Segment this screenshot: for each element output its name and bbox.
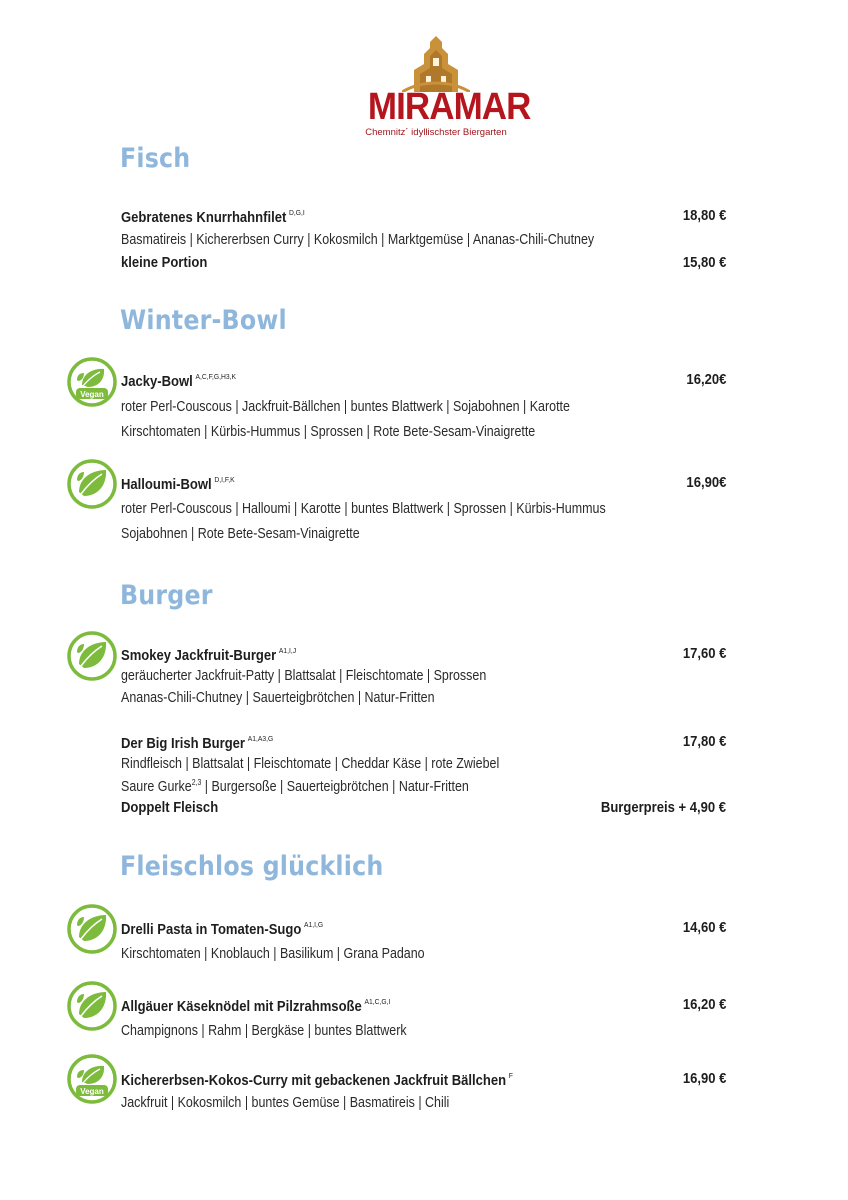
allergen-codes: D,G,I (289, 208, 305, 217)
vegetarian-leaf-icon (66, 980, 118, 1032)
extra-price: Burgerpreis + 4,90 € (600, 800, 726, 816)
dish-description: geräucherter Jackfruit-Patty | Blattsalat | Fleischtomate | Sprossen (121, 668, 487, 684)
vegetarian-leaf-icon (66, 458, 118, 510)
portion-price: 15,80 € (682, 255, 726, 271)
dish-name: Kichererbsen-Kokos-Curry mit gebackenen Jackfruit Bällchen $^F$ (121, 1071, 513, 1089)
allergen-codes: A,C,F,G,H3,K (195, 372, 237, 381)
section-heading-fisch: Fisch (120, 143, 191, 174)
allergen-codes: A1,A3,G (247, 734, 274, 743)
extra-option: Doppelt Fleisch (121, 800, 219, 816)
dish-description: roter Perl-Couscous | Jackfruit-Bällchen | buntes Blattwerk | Sojabohnen | Karotte (121, 399, 570, 415)
logo-tagline: Chemnitz´ idyllischster Biergarten (365, 127, 507, 138)
vegan-badge-icon (66, 1053, 118, 1105)
tower-emblem-icon (402, 36, 470, 92)
dish-description: Basmatireis | Kichererbsen Curry | Kokosmilch | Marktgemüse | Ananas-Chili-Chutney (121, 232, 595, 248)
dish-description: Saure Gurke$^{2,3}$ | Burgersoße | Sauerteigbrötchen | Natur-Fritten (121, 778, 469, 795)
dish-price: 17,80 € (682, 734, 726, 750)
dish-price: 18,80 € (682, 208, 726, 224)
dish-price: 16,90 € (682, 1071, 726, 1087)
miramar-logo (362, 36, 531, 140)
dish-description: roter Perl-Couscous | Halloumi | Karotte | buntes Blattwerk | Sprossen | Kürbis-Hummus (121, 501, 606, 517)
dish-description: Ananas-Chili-Chutney | Sauerteigbrötchen | Natur-Fritten (121, 690, 435, 706)
dish-name: Jacky-Bowl $^{A,C,F,G,H3,K}$ (121, 372, 237, 390)
portion-option: kleine Portion (121, 255, 208, 271)
svg-text:Vegan: Vegan (80, 390, 104, 399)
allergen-codes: A1,C,G,I (364, 997, 391, 1006)
dish-name: Gebratenes Knurrhahnfilet $^{D,G,I}$ (121, 208, 305, 226)
allergen-codes: F (508, 1071, 513, 1080)
section-heading-fleischlos: Fleischlos glücklich (120, 851, 384, 882)
vegan-badge-icon (66, 356, 118, 408)
dish-description: Rindfleisch | Blattsalat | Fleischtomate | Cheddar Käse | rote Zwiebel (121, 756, 500, 772)
svg-text:Vegan: Vegan (80, 1087, 104, 1096)
dish-price: 16,90€ (686, 475, 726, 491)
dish-price: 17,60 € (682, 646, 726, 662)
dish-description: Kirschtomaten | Kürbis-Hummus | Sprossen | Rote Bete-Sesam-Vinaigrette (121, 424, 536, 440)
allergen-codes: A1,I,J (278, 646, 297, 655)
section-heading-winter-bowl: Winter-Bowl (120, 305, 287, 336)
dish-name: Allgäuer Käseknödel mit Pilzrahmsoße $^{A1,C,G,I}$ (121, 997, 391, 1015)
dish-price: 16,20€ (686, 372, 726, 388)
allergen-codes: D,I,F,K (214, 475, 235, 484)
section-heading-burger: Burger (120, 580, 213, 611)
dish-name: Halloumi-Bowl $^{D,I,F,K}$ (121, 475, 235, 493)
dish-description: Jackfruit | Kokosmilch | buntes Gemüse | Basmatireis | Chili (121, 1095, 450, 1111)
allergen-codes: A1,I,G (304, 920, 324, 929)
dish-price: 16,20 € (682, 997, 726, 1013)
dish-description: Kirschtomaten | Knoblauch | Basilikum | Grana Padano (121, 946, 425, 962)
dish-name: Smokey Jackfruit-Burger $^{A1,I,J}$ (121, 646, 297, 664)
dish-name: Der Big Irish Burger $^{A1,A3,G}$ (121, 734, 274, 752)
logo-wordmark: MIRAMAR (367, 86, 531, 128)
dish-price: 14,60 € (682, 920, 726, 936)
dish-name: Drelli Pasta in Tomaten-Sugo $^{A1,I,G}$ (121, 920, 324, 938)
vegetarian-leaf-icon (66, 903, 118, 955)
dish-description: Sojabohnen | Rote Bete-Sesam-Vinaigrette (121, 526, 360, 542)
dish-description: Champignons | Rahm | Bergkäse | buntes Blattwerk (121, 1023, 407, 1039)
vegetarian-leaf-icon (66, 630, 118, 682)
